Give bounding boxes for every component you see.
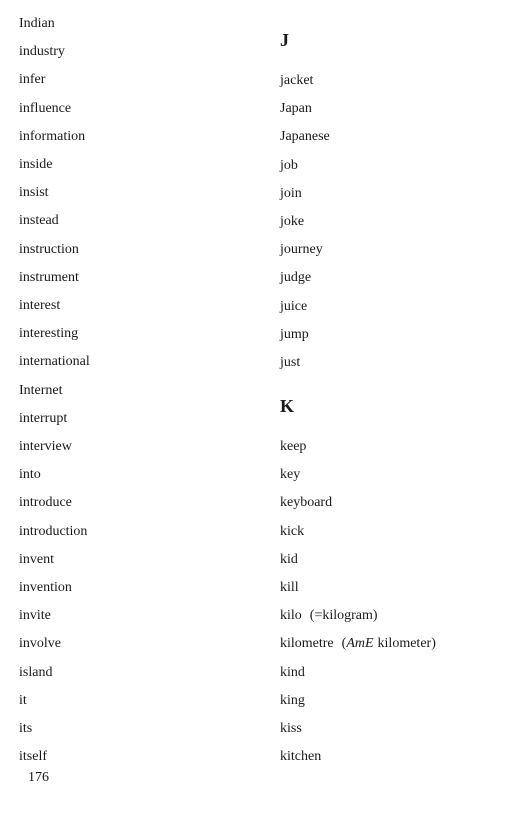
word-entry: itself [19, 749, 47, 765]
word-entry: insist [19, 185, 49, 201]
word-entry [280, 693, 305, 709]
word-text: kill [280, 580, 299, 595]
word-entry: Indian [19, 16, 55, 31]
word-text: kiss [280, 721, 302, 736]
note-text: (=kilogram) [309, 608, 378, 624]
word-entry [280, 636, 436, 652]
word-note [310, 608, 378, 623]
word-text: judge [280, 270, 312, 286]
word-text: job [280, 157, 298, 173]
word-entry [280, 608, 378, 624]
letter-heading: K [280, 396, 295, 416]
word-entry [280, 158, 298, 174]
word-entry: involve [19, 636, 61, 652]
word-text: join [280, 185, 302, 201]
word-entry [280, 552, 298, 568]
word-entry [280, 721, 302, 737]
word-entry [280, 665, 305, 681]
word-text: kilo [280, 608, 302, 624]
word-text: kind [280, 664, 305, 680]
word-entry [280, 270, 311, 286]
word-entry [280, 101, 312, 117]
word-entry [280, 242, 323, 258]
word-entry [280, 749, 321, 765]
word-text: kid [280, 551, 298, 567]
word-entry: introduction [19, 523, 88, 539]
word-entry: interrupt [19, 410, 68, 426]
word-text: keep [280, 439, 307, 454]
word-text: king [280, 692, 305, 708]
word-entry: instead [19, 213, 59, 229]
word-text: just [280, 355, 301, 370]
word-entry [280, 186, 302, 202]
word-text: key [280, 467, 301, 483]
word-text: keyboard [280, 495, 333, 511]
note-text: kilometer) [377, 636, 436, 652]
word-text: journey [280, 242, 323, 258]
letter-heading: J [280, 30, 289, 50]
word-entry: its [19, 721, 33, 736]
word-entry: interview [19, 439, 72, 454]
word-text: joke [280, 214, 305, 229]
page-number: 176 [28, 770, 49, 785]
word-entry [280, 327, 309, 343]
word-entry: invite [19, 608, 51, 624]
word-entry [280, 214, 304, 230]
word-entry [280, 495, 332, 511]
word-entry: invent [19, 551, 54, 567]
word-entry: interesting [19, 326, 79, 342]
word-entry [280, 439, 306, 455]
word-text: juice [280, 298, 308, 314]
word-text: kick [280, 523, 305, 539]
word-entry: instrument [19, 269, 79, 285]
word-entry: inside [19, 157, 53, 172]
word-text: jacket [280, 73, 314, 88]
word-entry: into [19, 467, 41, 483]
word-text: kitchen [280, 749, 322, 765]
word-entry: infer [19, 72, 46, 88]
word-entry [280, 580, 299, 596]
word-entry [280, 299, 307, 315]
word-text: jump [280, 326, 309, 342]
word-text: Japan [280, 101, 312, 117]
word-entry: introduce [19, 495, 72, 511]
word-entry: interest [19, 298, 61, 313]
word-entry: island [19, 664, 53, 680]
word-text: Japanese [280, 129, 330, 145]
word-entry: invention [19, 580, 72, 595]
word-entry: information [19, 128, 86, 144]
word-text: kilometre [280, 636, 334, 652]
word-entry: it [19, 692, 27, 708]
word-entry [280, 73, 313, 89]
word-entry: influence [19, 100, 72, 116]
note-prefix: ( [341, 636, 347, 652]
word-entry [280, 129, 330, 145]
word-entry: Internet [19, 382, 63, 398]
word-entry [280, 524, 304, 540]
note-italic: AmE [346, 636, 374, 652]
word-entry [280, 467, 300, 483]
word-entry [280, 355, 300, 371]
word-entry: international [19, 354, 90, 370]
word-entry: instruction [19, 241, 79, 257]
word-note [342, 636, 436, 651]
word-entry: industry [19, 44, 65, 60]
